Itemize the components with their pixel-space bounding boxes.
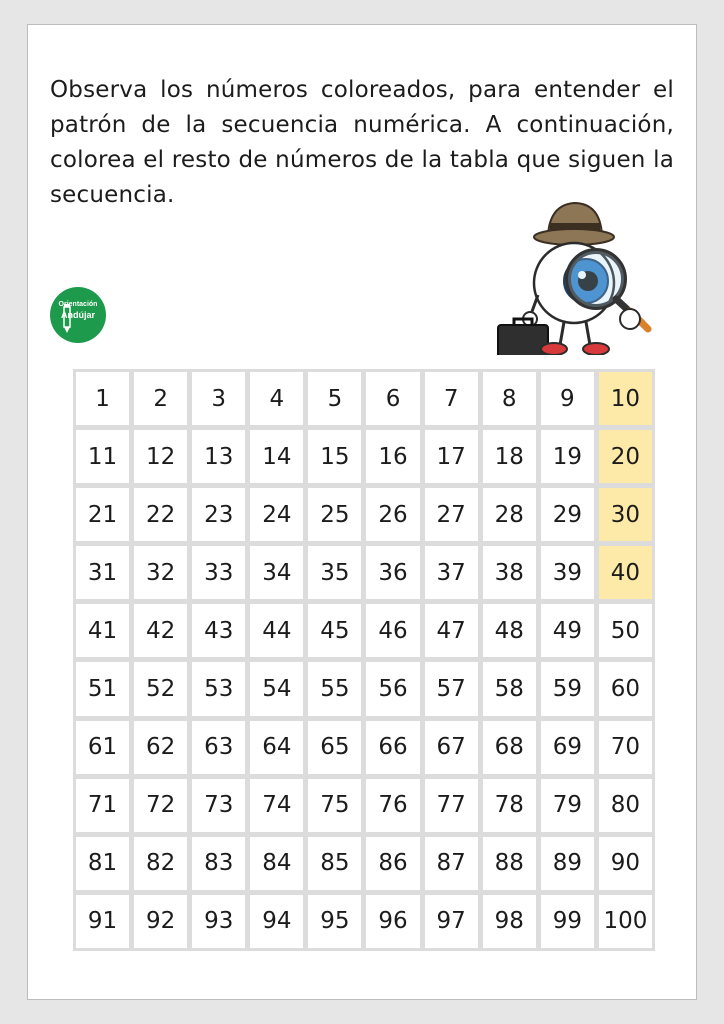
grid-cell[interactable]: 67 [425, 721, 478, 774]
grid-cell-highlighted[interactable]: 30 [599, 488, 652, 541]
grid-cell[interactable]: 45 [308, 604, 361, 657]
grid-cell[interactable]: 24 [250, 488, 303, 541]
grid-cell[interactable]: 64 [250, 721, 303, 774]
grid-cell[interactable]: 11 [76, 430, 129, 483]
grid-cell[interactable]: 84 [250, 837, 303, 890]
grid-cell[interactable]: 16 [366, 430, 419, 483]
logo-text-top: Orientación [58, 301, 98, 308]
grid-cell[interactable]: 1 [76, 372, 129, 425]
grid-cell[interactable]: 51 [76, 662, 129, 715]
grid-cell[interactable]: 77 [425, 779, 478, 832]
grid-cell-highlighted[interactable]: 10 [599, 372, 652, 425]
grid-cell[interactable]: 74 [250, 779, 303, 832]
grid-cell[interactable]: 87 [425, 837, 478, 890]
grid-cell[interactable]: 62 [134, 721, 187, 774]
grid-cell[interactable]: 94 [250, 895, 303, 948]
grid-cell[interactable]: 44 [250, 604, 303, 657]
grid-cell[interactable]: 55 [308, 662, 361, 715]
grid-cell[interactable]: 22 [134, 488, 187, 541]
grid-cell[interactable]: 78 [483, 779, 536, 832]
grid-cell[interactable]: 57 [425, 662, 478, 715]
grid-cell[interactable]: 43 [192, 604, 245, 657]
grid-cell[interactable]: 31 [76, 546, 129, 599]
grid-cell[interactable]: 42 [134, 604, 187, 657]
grid-cell[interactable]: 59 [541, 662, 594, 715]
grid-cell[interactable]: 28 [483, 488, 536, 541]
grid-cell[interactable]: 71 [76, 779, 129, 832]
grid-cell[interactable]: 90 [599, 837, 652, 890]
grid-cell[interactable]: 60 [599, 662, 652, 715]
grid-cell[interactable]: 63 [192, 721, 245, 774]
grid-cell[interactable]: 80 [599, 779, 652, 832]
grid-cell[interactable]: 97 [425, 895, 478, 948]
worksheet-page [27, 24, 697, 1000]
grid-cell[interactable]: 36 [366, 546, 419, 599]
grid-cell[interactable]: 52 [134, 662, 187, 715]
grid-cell[interactable]: 9 [541, 372, 594, 425]
grid-cell[interactable]: 13 [192, 430, 245, 483]
grid-cell-highlighted[interactable]: 20 [599, 430, 652, 483]
grid-cell[interactable]: 96 [366, 895, 419, 948]
grid-cell[interactable]: 69 [541, 721, 594, 774]
grid-cell[interactable]: 88 [483, 837, 536, 890]
grid-cell[interactable]: 7 [425, 372, 478, 425]
grid-cell[interactable]: 98 [483, 895, 536, 948]
grid-cell[interactable]: 93 [192, 895, 245, 948]
grid-cell[interactable]: 12 [134, 430, 187, 483]
grid-cell[interactable]: 47 [425, 604, 478, 657]
grid-cell[interactable]: 75 [308, 779, 361, 832]
grid-cell[interactable]: 99 [541, 895, 594, 948]
grid-cell[interactable]: 85 [308, 837, 361, 890]
grid-cell[interactable]: 21 [76, 488, 129, 541]
grid-cell[interactable]: 5 [308, 372, 361, 425]
grid-cell[interactable]: 32 [134, 546, 187, 599]
grid-cell[interactable]: 46 [366, 604, 419, 657]
grid-cell[interactable]: 6 [366, 372, 419, 425]
grid-cell[interactable]: 68 [483, 721, 536, 774]
grid-cell[interactable]: 8 [483, 372, 536, 425]
grid-cell[interactable]: 83 [192, 837, 245, 890]
instructions-text: Observa los números coloreados, para entender el patrón de la secuencia numérica. A continuación, colorea el resto de números de la tabla que siguen la secuencia. [50, 77, 674, 208]
grid-cell[interactable]: 14 [250, 430, 303, 483]
grid-cell[interactable]: 76 [366, 779, 419, 832]
grid-cell[interactable]: 70 [599, 721, 652, 774]
grid-cell[interactable]: 15 [308, 430, 361, 483]
grid-cell[interactable]: 50 [599, 604, 652, 657]
grid-cell[interactable]: 34 [250, 546, 303, 599]
grid-cell[interactable]: 26 [366, 488, 419, 541]
orientacion-andujar-logo [50, 287, 106, 343]
grid-cell[interactable]: 58 [483, 662, 536, 715]
grid-cell[interactable]: 17 [425, 430, 478, 483]
grid-cell[interactable]: 53 [192, 662, 245, 715]
number-grid [73, 369, 655, 951]
grid-cell[interactable]: 29 [541, 488, 594, 541]
grid-cell[interactable]: 19 [541, 430, 594, 483]
grid-cell[interactable]: 41 [76, 604, 129, 657]
grid-cell[interactable]: 4 [250, 372, 303, 425]
grid-cell[interactable]: 18 [483, 430, 536, 483]
grid-cell[interactable]: 49 [541, 604, 594, 657]
grid-cell[interactable]: 72 [134, 779, 187, 832]
grid-cell[interactable]: 66 [366, 721, 419, 774]
grid-cell[interactable]: 95 [308, 895, 361, 948]
grid-cell[interactable]: 79 [541, 779, 594, 832]
grid-cell[interactable]: 61 [76, 721, 129, 774]
logo-text-bottom: Andújar [60, 310, 95, 320]
grid-cell[interactable]: 38 [483, 546, 536, 599]
grid-cell[interactable]: 27 [425, 488, 478, 541]
grid-cell[interactable]: 39 [541, 546, 594, 599]
grid-cell[interactable]: 65 [308, 721, 361, 774]
grid-cell-highlighted[interactable]: 40 [599, 546, 652, 599]
grid-cell[interactable]: 100 [599, 895, 652, 948]
grid-cell[interactable]: 91 [76, 895, 129, 948]
grid-cell[interactable]: 86 [366, 837, 419, 890]
grid-cell[interactable]: 81 [76, 837, 129, 890]
grid-cell[interactable]: 48 [483, 604, 536, 657]
grid-cell[interactable]: 92 [134, 895, 187, 948]
grid-cell[interactable]: 89 [541, 837, 594, 890]
grid-cell[interactable]: 2 [134, 372, 187, 425]
grid-cell[interactable]: 33 [192, 546, 245, 599]
grid-cell[interactable]: 82 [134, 837, 187, 890]
grid-cell[interactable]: 23 [192, 488, 245, 541]
grid-cell[interactable]: 35 [308, 546, 361, 599]
grid-cell[interactable]: 73 [192, 779, 245, 832]
grid-cell[interactable]: 25 [308, 488, 361, 541]
grid-cell[interactable]: 54 [250, 662, 303, 715]
grid-cell[interactable]: 37 [425, 546, 478, 599]
grid-cell[interactable]: 3 [192, 372, 245, 425]
grid-cell[interactable]: 56 [366, 662, 419, 715]
eye-detective-icon [490, 195, 660, 355]
